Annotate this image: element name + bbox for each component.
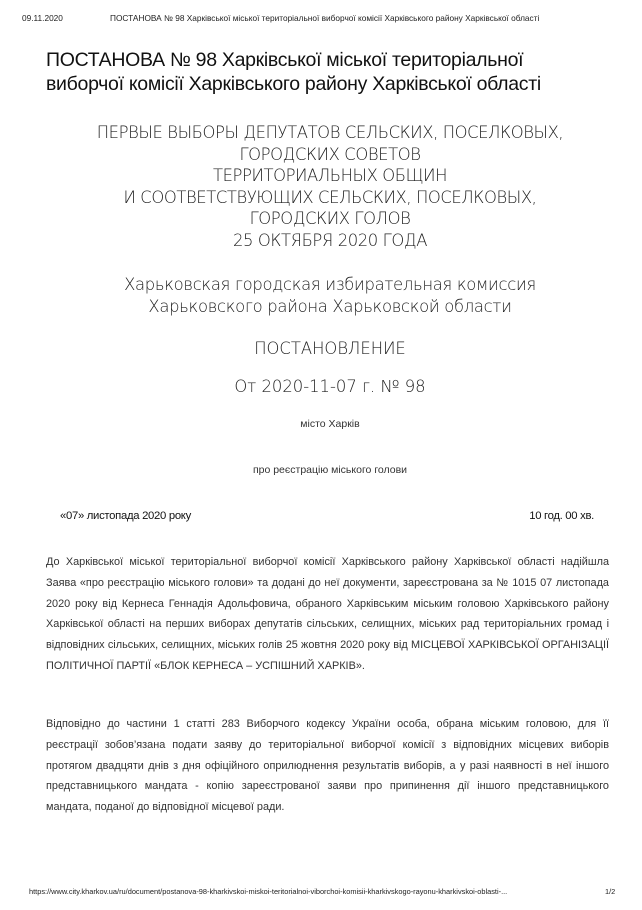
body-paragraph: Відповідно до частини 1 статті 283 Виборчого кодексу України особа, обрана міським головою, для її реєстрації зобов’язана подати заяву до територіальної виборчої комісії з відповідних місцевих виборів протягом двадцяти днів з дня офіційного оприлюднення результатів виборів, а у разі наявності в неї іншого представницького мандата - копію зареєстрованої заяви про припинення дії іншого представницького мандата, поданої до відповідної місцевої ради. — [46, 718, 609, 814]
elections-line: ГОРОДСКИХ СОВЕТОВ — [239, 144, 421, 164]
document-title-line: ПОСТАНОВА № 98 Харківської міської територіальної — [46, 49, 524, 71]
decree-label: ПОСТАНОВЛЕНИЕ — [254, 339, 406, 358]
print-page-title: ПОСТАНОВА № 98 Харківської міської територіальної виборчої комісії Харківського району Харківської області — [110, 13, 540, 23]
elections-line: И СООТВЕТСТВУЮЩИХ СЕЛЬСКИХ, ПОСЕЛКОВЫХ, — [123, 187, 537, 207]
decree-date: «07» листопада 2020 року — [60, 510, 191, 522]
body-paragraph: До Харківської міської територіальної виборчої комісії Харківського району Харківської області надійшла Заява «про реєстрацію міського голови» та додані до неї документи, зареєстрована за № 1015 07 листопада 2020 року від Кернеса Геннадія Адольфовича, обраного Харківським міським головою Харківського району Харківської області на перших виборах депутатів сільських, селищних, міських рад територіальних громад і відповідних сільських, селищних, міських голів 25 жовтня 2020 року від МІСЦЕВОЇ ХАРКІВСЬКОЇ ОРГАНІЗАЦІЇ ПОЛІТИЧНОЇ ПАРТІЇ «БЛОК КЕРНЕСА – УСПІШНИЙ ХАРКІВ». — [46, 556, 609, 672]
elections-line: ГОРОДСКИХ ГОЛОВ — [249, 209, 411, 229]
commission-line: Харьковская городская избирательная комиссия — [124, 275, 536, 294]
document-title — [46, 48, 606, 96]
decree-subject: про реєстрацію міського голови — [252, 464, 408, 476]
print-footer — [0, 887, 642, 901]
print-date: 09.11.2020 — [22, 13, 63, 23]
elections-line: ТЕРРИТОРИАЛЬНЫХ ОБЩИН — [212, 166, 448, 186]
city-label: місто Харків — [300, 418, 360, 430]
commission-line: Харьковского района Харьковской области — [148, 296, 512, 316]
page-url: https://www.city.kharkov.ua/ru/document/postanova-98-kharkivskoi-miskoi-teritorialnoi-viborchoi-komisii-kharkivskogo-rayonu-kharkivskoi-oblasti-... — [29, 887, 508, 896]
decree-number: От 2020-11-07 г. № 98 — [234, 377, 426, 396]
commission-heading — [40, 274, 620, 317]
elections-heading — [40, 122, 620, 252]
decree-time: 10 год. 00 хв. — [529, 510, 594, 522]
document-title-line: виборчої комісії Харківського району Харківської області — [46, 73, 541, 95]
print-header — [0, 13, 642, 27]
page-number: 1/2 — [605, 887, 616, 896]
elections-line: 25 ОКТЯБРЯ 2020 ГОДА — [232, 230, 428, 250]
elections-line: ПЕРВЫЕ ВЫБОРЫ ДЕПУТАТОВ СЕЛЬСКИХ, ПОСЕЛКОВЫХ, — [96, 123, 564, 142]
